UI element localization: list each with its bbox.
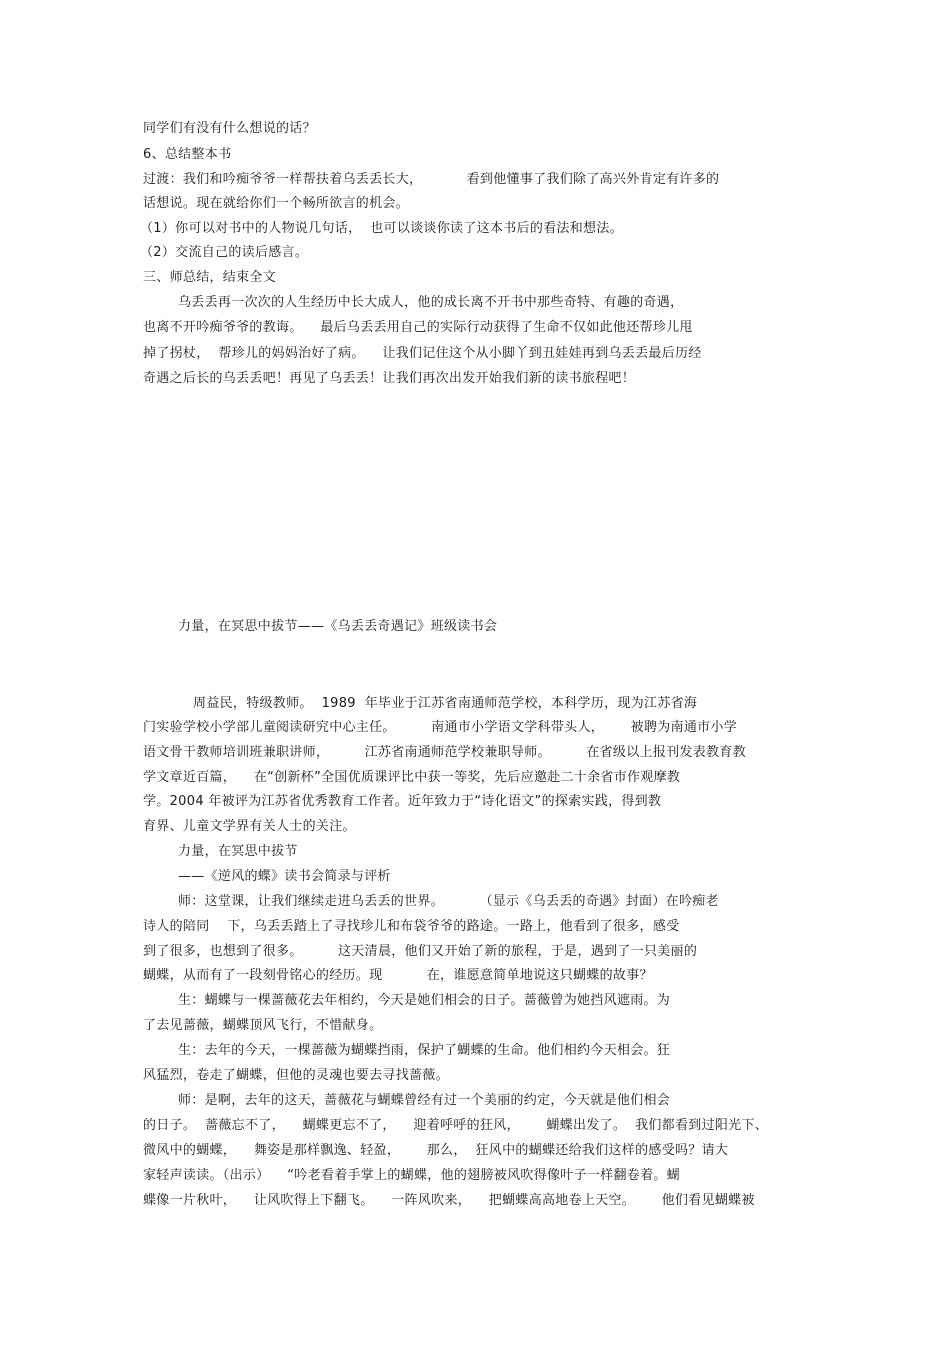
text-line: 到了很多，也想到了很多。 这天清晨，他们又开始了新的旅程，于是，遇到了一只美丽的 — [143, 944, 698, 959]
text-line: 学。2004 年被评为江苏省优秀教育工作者。近年致力于“诗化语文”的探索实践，得到教 — [143, 794, 662, 809]
text-line: 掉了拐杖， 帮珍儿的妈妈治好了病。 让我们记住这个从小脚丫到丑娃娃再到乌丢丢最后历经 — [143, 346, 702, 361]
text-line: 过渡：我们和吟痴爷爷一样帮扶着乌丢丢长大， 看到他懂事了我们除了高兴外肯定有许多的 — [143, 172, 720, 187]
text-line: 周益民，特级教师。 1989 年毕业于江苏省南通师范学校，本科学历，现为江苏省海 — [193, 696, 698, 711]
text-line: 语文骨干教师培训班兼职讲师， 江苏省南通师范学校兼职导师。 在省级以上报刊发表教育教 — [143, 745, 746, 760]
text-line: 的日子。 蔷薇忘不了， 蝴蝶更忘不了， 迎着呼呼的狂风， 蝴蝶出发了。 我们都看到过阳光下、 — [143, 1118, 769, 1133]
text-line: 乌丢丢再一次次的人生经历中长大成人，他的成长离不开书中那些奇特、有趣的奇遇， — [178, 295, 684, 310]
text-line: 生：去年的今天，一棵蔷薇为蝴蝶挡雨，保护了蝴蝶的生命。他们相约今天相会。狂 — [178, 1043, 671, 1058]
text-line: 微风中的蝴蝶， 舞姿是那样飘逸、轻盈， 那么， 狂风中的蝴蝶还给我们这样的感受吗？请大 — [143, 1143, 729, 1158]
section-heading: 6、总结整本书 — [143, 147, 232, 162]
text-line: 师：这堂课，让我们继续走进乌丢丢的世界。 （显示《乌丢丢的奇遇》封面）在吟痴老 — [178, 894, 719, 909]
text-line: 生：蝴蝶与一棵蔷薇花去年相约，今天是她们相会的日子。蔷薇曾为她挡风遮雨。为 — [178, 993, 671, 1008]
text-line: 同学们有没有什么想说的话？ — [143, 121, 316, 136]
text-line: 奇遇之后长的乌丢丢吧！再见了乌丢丢！让我们再次出发开始我们新的读书旅程吧！ — [143, 371, 636, 386]
list-item: （1）你可以对书中的人物说几句话， 也可以谈谈你读了这本书后的看法和想法。 — [140, 221, 623, 236]
page-title: 力量，在冥思中拔节——《乌丢丢奇遇记》班级读书会 — [178, 619, 498, 634]
text-line: 了去见蔷薇，蝴蝶顶风飞行，不惜献身。 — [143, 1018, 383, 1033]
text-line: 诗人的陪同 下，乌丢丢踏上了寻找珍儿和布袋爷爷的路途。一路上，他看到了很多，感受 — [143, 919, 680, 934]
subtitle: 力量，在冥思中拔节 — [178, 844, 298, 859]
text-line: 蝶像一片秋叶， 让风吹得上下翻飞。 一阵风吹来， 把蝴蝶高高地卷上天空。 他们看见蝴蝶被 — [143, 1193, 755, 1208]
list-item: （2）交流自己的读后感言。 — [140, 245, 309, 260]
subtitle: ——《逆风的蝶》读书会简录与评析 — [178, 869, 391, 884]
section-heading: 三、师总结，结束全文 — [143, 270, 277, 285]
text-line: 师：是啊，去年的这天，蔷薇花与蝴蝶曾经有过一个美丽的约定，今天就是他们相会 — [178, 1093, 671, 1108]
text-line: 蝴蝶，从而有了一段刻骨铭心的经历。现 在，谁愿意简单地说这只蝴蝶的故事？ — [143, 968, 653, 983]
text-line: 风猛烈，卷走了蝴蝶，但他的灵魂也要去寻找蔷薇。 — [143, 1068, 449, 1083]
text-line: 学文章近百篇， 在“创新杯”全国优质课评比中获一等奖，先后应邀赴二十余省市作观摩教 — [143, 770, 681, 785]
text-line: 话想说。现在就给你们一个畅所欲言的机会。 — [143, 196, 410, 211]
text-line: 也离不开吟痴爷爷的教诲。 最后乌丢丢用自己的实际行动获得了生命不仅如此他还帮珍儿甩 — [143, 320, 693, 335]
text-line: 家轻声读读。（出示） “吟老看着手掌上的蝴蝶，他的翅膀被风吹得像叶子一样翻卷着。蝴 — [143, 1168, 680, 1183]
text-line: 门实验学校小学部儿童阅读研究中心主任。 南通市小学语文学科带头人， 被聘为南通市小学 — [143, 720, 738, 735]
text-line: 育界、儿童文学界有关人士的关注。 — [143, 819, 356, 834]
